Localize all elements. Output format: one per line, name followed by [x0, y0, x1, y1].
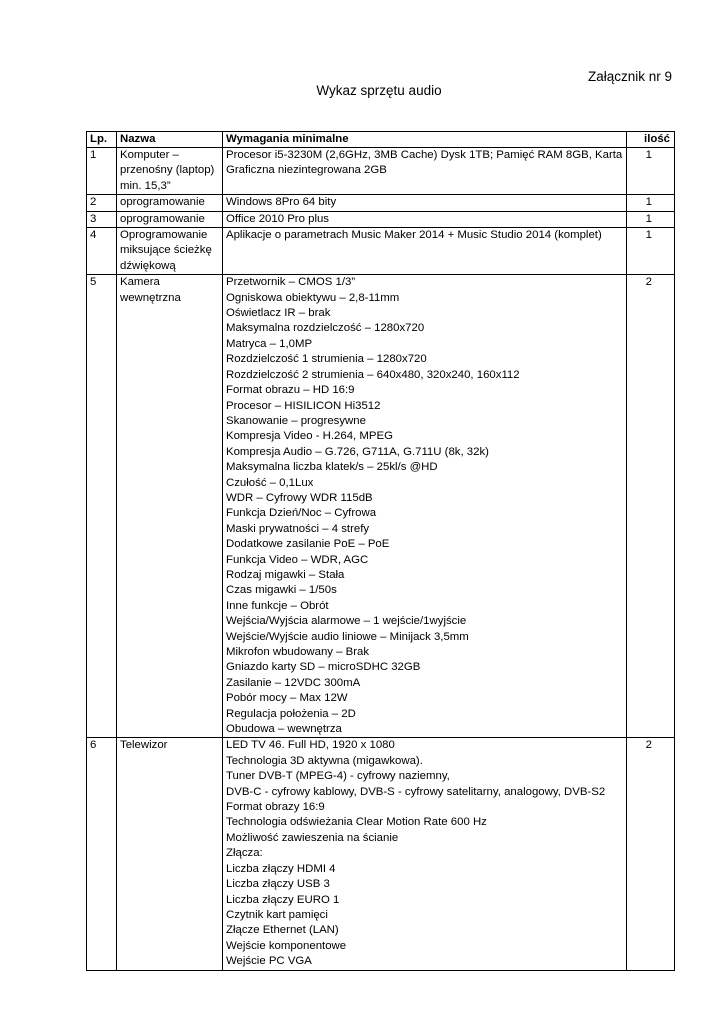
requirement-line: Skanowanie – progresywne [226, 414, 366, 427]
requirement-line: Graficzna niezintegrowana 2GB [226, 164, 387, 177]
requirement-line: Maksymalna rozdzielczość – 1280x720 [226, 322, 425, 335]
document-title: Wykaz sprzętu audio [316, 83, 442, 98]
requirement-line: Kompresja Video - H.264, MPEG [226, 430, 393, 443]
row-number: 2 [87, 195, 117, 211]
requirement-line: Oświetlacz IR – brak [226, 307, 331, 320]
table-row [87, 195, 675, 211]
requirement-line: Matryca – 1,0MP [226, 337, 313, 350]
requirement-line: WDR – Cyfrowy WDR 115dB [226, 491, 373, 504]
requirement-line: Technologia 3D aktywna (migawkowa). [226, 754, 423, 767]
row-number: 5 [87, 275, 117, 738]
requirement-line: Maksymalna liczba klatek/s – 25kl/s @HD [226, 461, 438, 474]
requirement-line: Maski prywatności – 4 strefy [226, 522, 370, 535]
requirement-line: LED TV 46. Full HD, 1920 x 1080 [226, 739, 395, 752]
item-requirements [223, 211, 627, 227]
requirement-line: Liczba złączy USB 3 [226, 878, 330, 891]
requirement-line: Regulacja położenia – 2D [226, 707, 356, 720]
column-header-name: Nazwa [117, 132, 223, 148]
requirement-line: Pobór mocy – Max 12W [226, 692, 348, 705]
item-name: Oprogramowanie miksujące ścieżkę dźwiękową [117, 228, 223, 275]
requirement-line: Format obrazy 16:9 [226, 801, 325, 814]
requirement-line: Obudowa – wewnętrza [226, 723, 342, 736]
requirement-line: Złącza: [226, 847, 263, 860]
requirement-line: Wejścia/Wyjścia alarmowe – 1 wejście/1wyjście [226, 615, 467, 628]
table-row [87, 228, 675, 275]
column-header-quantity: ilość [627, 132, 675, 148]
item-name: oprogramowanie [117, 195, 223, 211]
row-number: 3 [87, 211, 117, 227]
requirement-line: Procesor i5-3230M (2,6GHz, 3MB Cache) Dysk 1TB; Pamięć RAM 8GB, Karta [226, 149, 623, 161]
item-quantity: 1 [627, 148, 675, 195]
item-name: Kamera wewnętrzna [117, 275, 223, 738]
requirement-line: Wejście PC VGA [226, 955, 312, 968]
requirement-line: Ogniskowa obiektywu – 2,8-11mm [226, 291, 400, 304]
item-quantity: 2 [627, 275, 675, 738]
item-quantity: 1 [627, 195, 675, 211]
requirement-line: Zasilanie – 12VDC 300mA [226, 676, 361, 689]
requirement-line: Windows 8Pro 64 bity [226, 196, 337, 209]
item-requirements [223, 738, 627, 970]
row-number: 6 [87, 738, 117, 970]
requirement-line: Technologia odświeżania Clear Motion Rate 600 Hz [226, 816, 487, 829]
requirement-line: Gniazdo karty SD – microSDHC 32GB [226, 661, 421, 674]
table-row [87, 211, 675, 227]
requirement-line: Możliwość zawieszenia na ścianie [226, 831, 399, 844]
requirement-line: Funkcja Dzień/Noc – Cyfrowa [226, 507, 377, 520]
item-name: Komputer – przenośny (laptop) min. 15,3” [117, 148, 223, 195]
requirement-line: Rozdzielczość 2 strumienia – 640x480, 320x240, 160x112 [226, 368, 520, 381]
item-name: oprogramowanie [117, 211, 223, 227]
requirement-line: Inne funkcje – Obrót [226, 599, 329, 612]
requirement-line: Złącze Ethernet (LAN) [226, 924, 339, 937]
requirement-line: Mikrofon wbudowany – Brak [226, 646, 370, 658]
column-header-lp: Lp. [87, 132, 117, 148]
table-body [87, 148, 675, 971]
equipment-table [86, 131, 675, 971]
requirement-line: Office 2010 Pro plus [226, 212, 329, 225]
requirement-line: Przetwornik – CMOS 1/3” [226, 276, 356, 289]
item-requirements [223, 275, 627, 738]
row-number: 4 [87, 228, 117, 275]
requirement-line: Format obrazu – HD 16:9 [226, 384, 355, 397]
requirement-line: Procesor – HISILICON Hi3512 [226, 399, 381, 412]
requirement-line: Aplikacje o parametrach Music Maker 2014 + Music Studio 2014 (komplet) [226, 229, 602, 242]
requirement-line: Tuner DVB-T (MPEG-4) - cyfrowy naziemny, [226, 770, 450, 783]
requirement-line: Czas migawki – 1/50s [226, 584, 337, 597]
requirement-line: Liczba złączy EURO 1 [226, 893, 340, 906]
item-requirements [223, 148, 627, 195]
item-requirements [223, 228, 627, 275]
item-name: Telewizor [117, 738, 223, 970]
item-quantity: 1 [627, 228, 675, 275]
requirement-line: Wejście komponentowe [226, 939, 347, 952]
column-header-requirements: Wymagania minimalne [223, 132, 627, 148]
row-number: 1 [87, 148, 117, 195]
table-row [87, 148, 675, 195]
table-row [87, 738, 675, 970]
item-quantity: 2 [627, 738, 675, 970]
requirement-line: Liczba złączy HDMI 4 [226, 862, 336, 875]
requirement-line: Wejście/Wyjście audio liniowe – Minijack 3,5mm [226, 630, 469, 643]
requirement-line: Czytnik kart pamięci [226, 908, 328, 921]
requirement-line: Rozdzielczość 1 strumienia – 1280x720 [226, 353, 427, 366]
table-row [87, 275, 675, 738]
requirement-line: Dodatkowe zasilanie PoE – PoE [226, 538, 390, 551]
requirement-line: Rodzaj migawki – Stała [226, 568, 345, 581]
annex-label: Załącznik nr 9 [587, 69, 672, 84]
item-requirements [223, 195, 627, 211]
requirement-line: Funkcja Video – WDR, AGC [226, 553, 369, 566]
table-header-row [87, 132, 675, 148]
requirement-line: Czułość – 0,1Lux [226, 476, 314, 489]
requirement-line: DVB-C - cyfrowy kablowy, DVB-S - cyfrowy satelitarny, analogowy, DVB-S2 [226, 785, 606, 798]
item-quantity: 1 [627, 211, 675, 227]
requirement-line: Kompresja Audio – G.726, G711A, G.711U (8k, 32k) [226, 445, 489, 458]
